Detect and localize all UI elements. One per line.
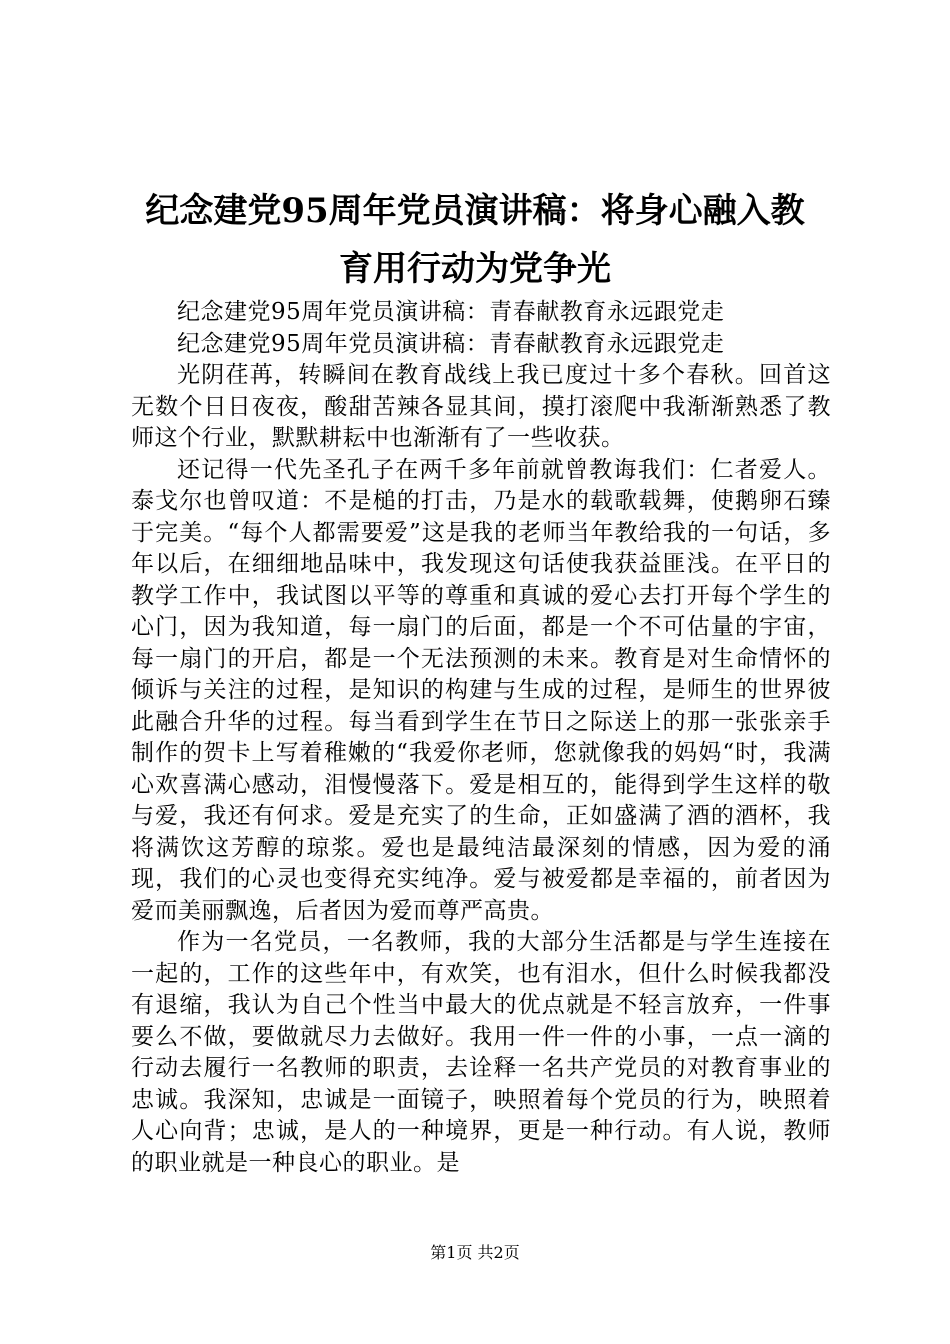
paragraph-3: 作为一名党员，一名教师，我的大部分生活都是与学生连接在一起的，工作的这些年中，有欢笑，也有泪水，但什么时候我都没有退缩，我认为自己个性当中最大的优点就是不轻言放弃，一件事要么不做，要做就尽力去做好。我用一件一件的小事，一点一滴的行动去履行一名教师的职责，去诠释一名共产党员的对教育事业的忠诚。我深知，忠诚是一面镜子，映照着每个党员的行为，映照着人心向背；忠诚，是人的一种境界，更是一种行动。有人说，教师的职业就是一种良心的职业。是 bbox=[131, 929, 831, 1176]
subtitle-line-2: 纪念建党95周年党员演讲稿：青春献教育永远跟党走 bbox=[177, 330, 725, 357]
paragraph-1: 光阴荏苒，转瞬间在教育战线上我已度过十多个春秋。回首这无数个日日夜夜，酸甜苦辣各显其间，摸打滚爬中我渐渐熟悉了教师这个行业，默默耕耘中也渐渐有了一些收获。 bbox=[131, 362, 831, 451]
document-body bbox=[131, 297, 831, 1179]
title-line-1: 纪念建党95周年党员演讲稿：将身心融入教 bbox=[145, 191, 805, 231]
title-line-2: 育用行动为党争光 bbox=[339, 249, 611, 289]
page-footer: 第1页 共2页 bbox=[430, 1243, 520, 1262]
page-title bbox=[110, 182, 840, 298]
subtitle-line-1: 纪念建党95周年党员演讲稿：青春献教育永远跟党走 bbox=[177, 299, 725, 325]
paragraph-2: 还记得一代先圣孔子在两千多年前就曾教诲我们：仁者爱人。泰戈尔也曾叹道：不是槌的打击，乃是水的载歌载舞，使鹅卵石臻于完美。“每个人都需要爱”这是我的老师当年教给我的一句话，多年以后，在细细地品味中，我发现这句话使我获益匪浅。在平日的教学工作中，我试图以平等的尊重和真诚的爱心去打开每个学生的心门，因为我知道，每一扇门的后面，都是一个不可估量的宇宙，每一扇门的开启，都是一个无法预测的未来。教育是对生命情怀的倾诉与关注的过程，是知识的构建与生成的过程，是师生的世界彼此融合升华的过程。每当看到学生在节日之际送上的那一张张亲手制作的贺卡上写着稚嫩的“我爱你老师，您就像我的妈妈“时，我满心欢喜满心感动，泪慢慢落下。爱是相互的，能得到学生这样的敬与爱，我还有何求。爱是充实了的生命，正如盛满了酒的酒杯，我将满饮这芳醇的琼浆。爱也是最纯洁最深刻的情感，因为爱的涌现，我们的心灵也变得充实纯净。爱与被爱都是幸福的，前者因为爱而美丽飘逸，后者因为爱而尊严高贵。 bbox=[131, 456, 831, 924]
